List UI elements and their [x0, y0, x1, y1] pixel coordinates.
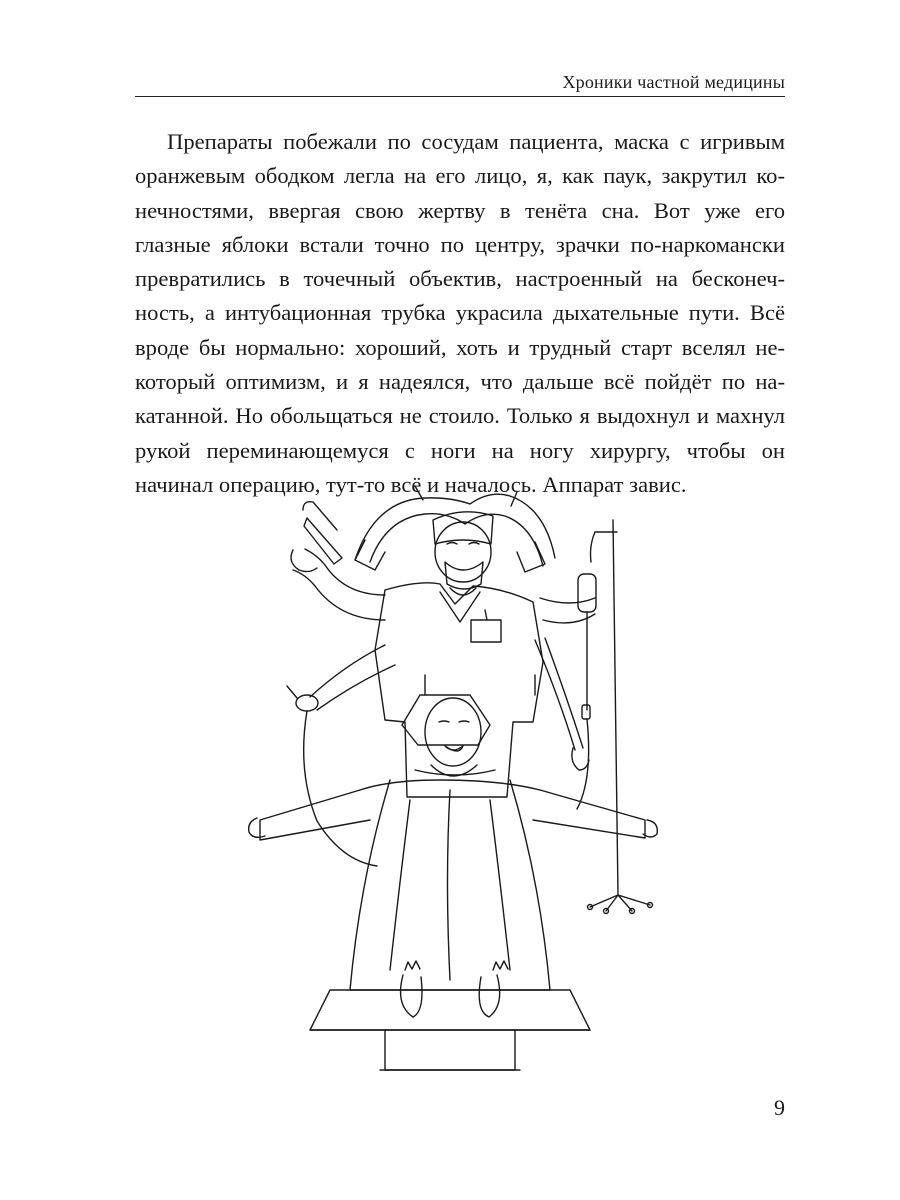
- running-head-title: Хроники частной медицины: [562, 72, 785, 92]
- patient-feet: [401, 961, 508, 1017]
- page-number: 9: [774, 1095, 785, 1120]
- header-rule: [135, 96, 785, 97]
- line-drawing-svg: [235, 470, 675, 1085]
- operating-table: [310, 990, 590, 1070]
- patient-sheet: [350, 780, 550, 990]
- patient-arms: [249, 780, 658, 840]
- body-paragraph: Препараты побежали по сосудам пациента, маска с игривым оранжевым ободком легла на его лицо, я, как паук, закрутил конечностями, ввергая свою жертву в тенёта сна. Вот уже его глазные яблоки встали точно по центру, зрачки по-наркомански превратились в точечный объектив, настроенный на бесконечность, а интубационная трубка украсила дыхательные пути. Всё вроде бы нормально: хороший, хоть и трудный старт вселял некоторый оптимизм, и я надеялся, что дальше всё пойдёт по накатанной. Но обольщаться не стоило. Только я выдохнул и махнул рукой переминающемуся с ноги на ногу хирургу, чтобы он начинал операцию, тут-то всё и началось. Аппарат завис.: [135, 129, 785, 497]
- iv-stand: [577, 520, 653, 914]
- doctor-head: [433, 512, 493, 595]
- patient-head: [402, 695, 495, 776]
- upper-arms: [355, 486, 555, 572]
- right-arm-drip: [535, 598, 595, 770]
- illustration-anesthesiologist: [235, 470, 675, 1085]
